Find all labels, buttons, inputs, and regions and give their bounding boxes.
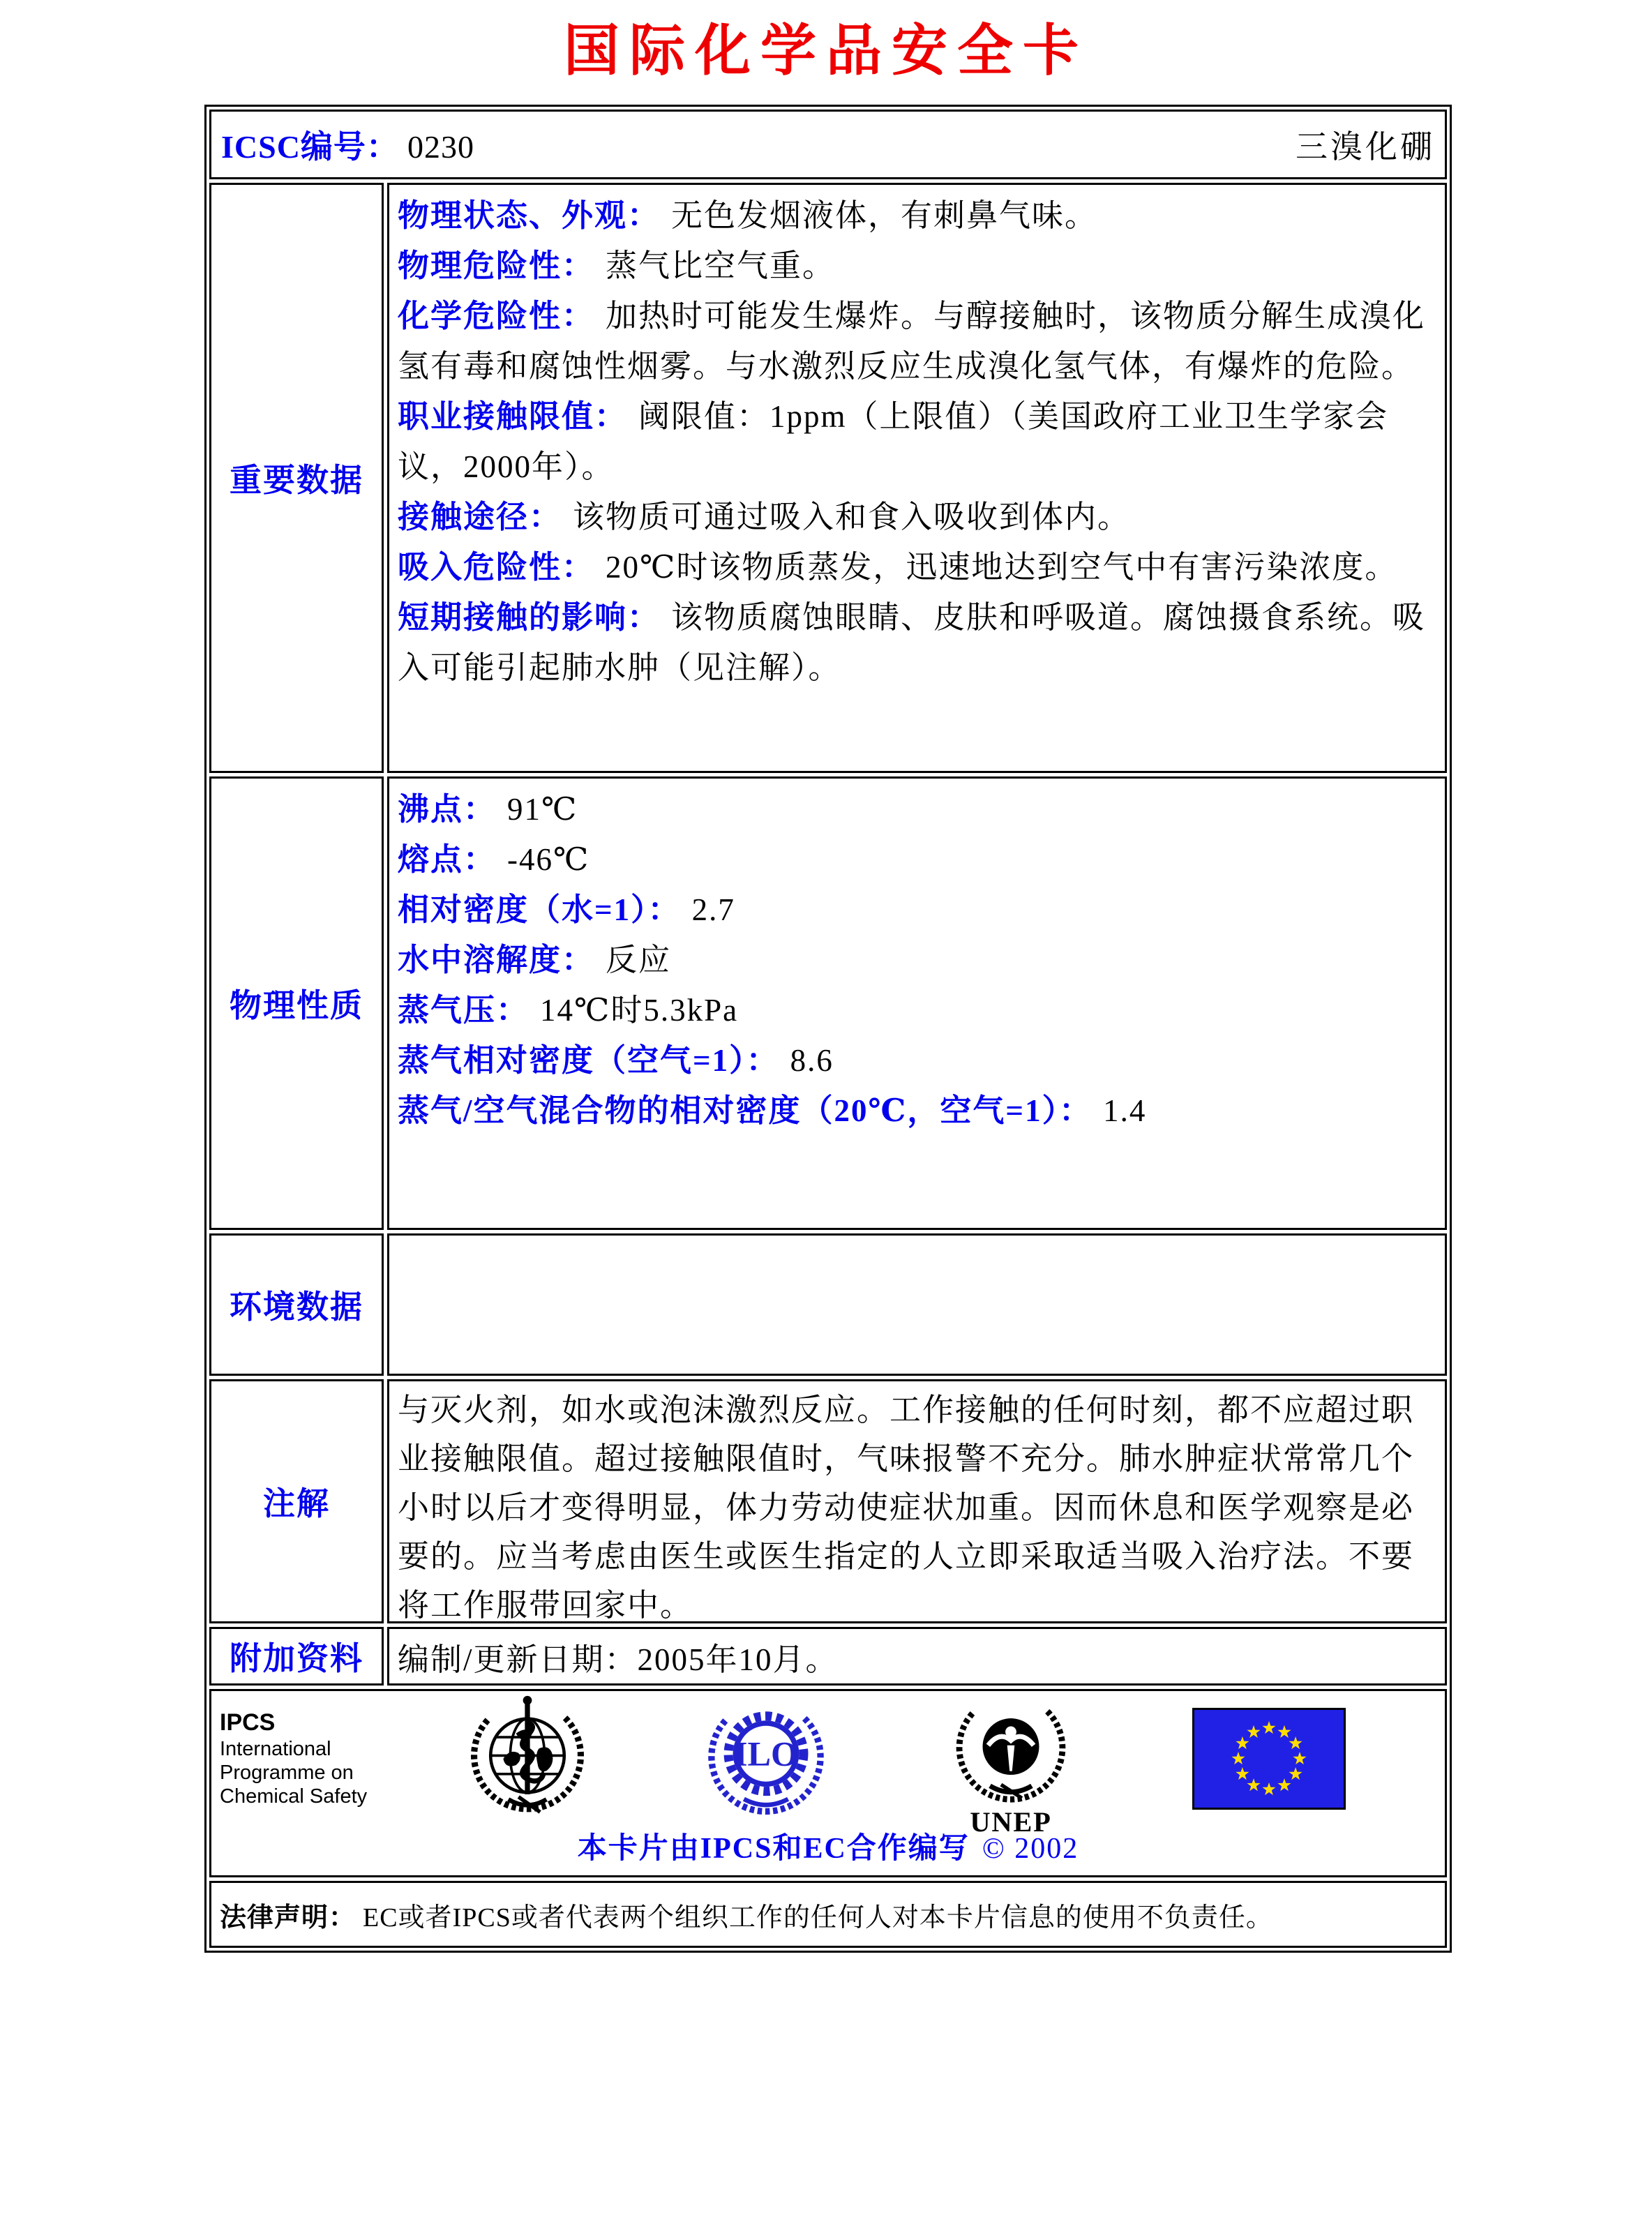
field-vapor-air-mixture-density	[398, 1086, 1438, 1136]
legal-text: EC或者IPCS或者代表两个组织工作的任何人对本卡片信息的使用不负责任。	[363, 1902, 1273, 1932]
field-value: 该物质腐蚀眼睛、皮肤和呼吸道。腐蚀摄食系统。吸入可能引起肺水肿（见注解）。	[398, 600, 1426, 685]
notes-row	[209, 1379, 1447, 1623]
additional-info-row	[209, 1627, 1447, 1686]
field-label: 沸点：	[398, 792, 497, 827]
field-value: 阈限值：1ppm（上限值）（美国政府工业卫生学家会议，2000年）。	[398, 399, 1389, 484]
row-label-additional: 附加资料	[209, 1627, 384, 1686]
field-value: 14℃时5.3kPa	[540, 993, 739, 1028]
field-value: 加热时可能发生爆炸。与醇接触时，该物质分解生成溴化氢有毒和腐蚀性烟雾。与水激烈反应生成溴化氢气体，有爆炸的危险。	[398, 299, 1426, 384]
field-label: 吸入危险性：	[398, 550, 595, 585]
field-label: 蒸气相对密度（空气=1）：	[398, 1043, 779, 1078]
field-label: 接触途径：	[398, 500, 562, 534]
additional-info-content: 编制/更新日期：2005年10月。	[387, 1627, 1447, 1686]
field-vapor-pressure	[398, 985, 1438, 1035]
field-vapor-relative-density	[398, 1035, 1438, 1086]
notes-content: 与灭火剂，如水或泡沫激烈反应。工作接触的任何时刻，都不应超过职业接触限值。超过接触限值时，气味报警不充分。肺水肿症状常常几个小时以后才变得明显，体力劳动使症状加重。因而休息和医学观察是必要的。应当考虑由医生或医生指定的人立即采取适当吸入治疗法。不要将工作服带回家中。	[387, 1379, 1447, 1623]
field-value: 无色发烟液体，有刺鼻气味。	[671, 198, 1098, 233]
field-value: 蒸气比空气重。	[606, 248, 836, 283]
who-logo-icon	[464, 1695, 591, 1826]
eu-flag-icon	[1192, 1708, 1346, 1813]
physical-properties-content	[387, 776, 1447, 1230]
field-label: 物理状态、外观：	[398, 198, 661, 233]
field-value: 20℃时该物质蒸发，迅速地达到空气中有害污染浓度。	[606, 550, 1398, 585]
field-label: 水中溶解度：	[398, 943, 595, 977]
field-boiling-point	[398, 784, 1438, 834]
field-label: 相对密度（水=1）：	[398, 892, 681, 927]
ilo-letters: ILO	[733, 1734, 799, 1773]
environmental-data-content	[387, 1233, 1447, 1376]
field-melting-point	[398, 834, 1438, 885]
header-row	[209, 110, 1447, 179]
row-label-notes: 注解	[209, 1379, 384, 1623]
icsc-number-group	[221, 121, 474, 167]
row-label-environment: 环境数据	[209, 1233, 384, 1376]
field-label: 化学危险性：	[398, 299, 595, 333]
environmental-data-row	[209, 1233, 1447, 1376]
field-exposure-route	[398, 492, 1438, 542]
row-label-physical: 物理性质	[209, 776, 384, 1230]
field-relative-density	[398, 885, 1438, 935]
logos-cell	[209, 1689, 1447, 1877]
ipcs-line3: Chemical Safety	[220, 1785, 368, 1808]
field-label: 蒸气/空气混合物的相对密度（20℃，空气=1）：	[398, 1093, 1092, 1128]
unep-label: UNEP	[970, 1806, 1052, 1837]
legal-cell	[209, 1881, 1447, 1948]
field-value: 2.7	[691, 892, 735, 927]
chemical-name: 三溴化硼	[1296, 129, 1435, 165]
icsc-number-value: 0230	[407, 129, 474, 165]
field-value: 8.6	[790, 1043, 834, 1078]
field-water-solubility	[398, 935, 1438, 985]
field-label: 物理危险性：	[398, 248, 595, 283]
field-label: 职业接触限值：	[398, 399, 628, 434]
important-data-content	[387, 183, 1447, 773]
legal-row	[209, 1881, 1447, 1948]
field-short-term-effects	[398, 592, 1438, 693]
field-label: 短期接触的影响：	[398, 600, 661, 635]
legal-label: 法律声明：	[220, 1902, 356, 1932]
field-inhalation-risk	[398, 542, 1438, 592]
copyright-text: © 2002	[982, 1833, 1079, 1865]
ipcs-wordmark	[220, 1708, 367, 1808]
caption-text: 本卡片由IPCS和EC合作编写	[577, 1833, 970, 1865]
ipcs-acronym: IPCS	[220, 1709, 276, 1736]
icsc-card	[204, 105, 1452, 1953]
field-label: 熔点：	[398, 842, 497, 877]
field-value: 该物质可通过吸入和食入吸收到体内。	[573, 500, 1131, 534]
field-label: 蒸气压：	[398, 993, 530, 1028]
ipcs-line1: International	[220, 1738, 331, 1760]
important-data-row	[209, 183, 1447, 773]
header-cell	[209, 110, 1447, 179]
ipcs-line2: Programme on	[220, 1762, 354, 1784]
icsc-number-label: ICSC编号：	[221, 129, 399, 165]
field-exposure-limit	[398, 391, 1438, 492]
logos-row	[209, 1689, 1447, 1877]
field-value: 反应	[606, 943, 672, 977]
field-value: -46℃	[507, 842, 590, 877]
ilo-logo-icon	[701, 1695, 831, 1829]
field-chemical-danger	[398, 291, 1438, 391]
field-value: 1.4	[1103, 1093, 1147, 1128]
field-value: 91℃	[507, 792, 578, 827]
cooperation-caption	[211, 1825, 1445, 1867]
page-title: 国际化学品安全卡	[564, 17, 1088, 83]
physical-properties-row	[209, 776, 1447, 1230]
field-physical-danger	[398, 241, 1438, 291]
row-label-important: 重要数据	[209, 183, 384, 773]
field-physical-state	[398, 190, 1438, 241]
unep-logo-icon	[949, 1692, 1072, 1840]
